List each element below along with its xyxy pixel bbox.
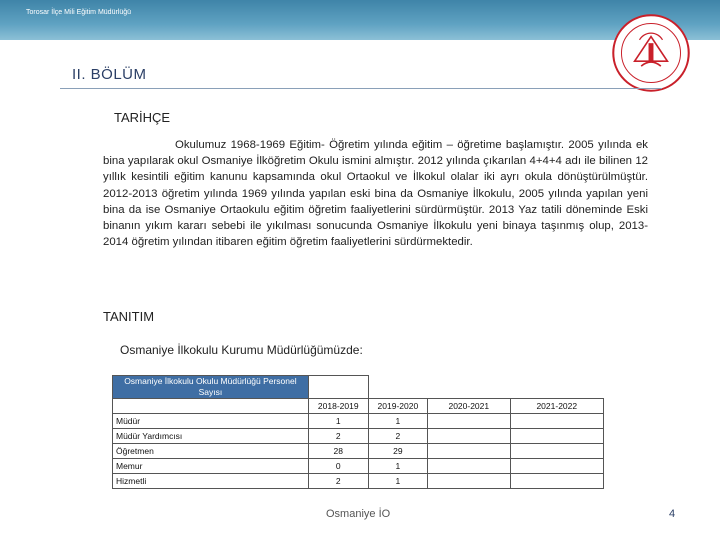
footer-school-name: Osmaniye İO xyxy=(326,508,391,520)
section-title: II. BÖLÜM xyxy=(72,66,147,83)
school-intro-line: Osmaniye İlkokulu Kurumu Müdürlüğümüzde: xyxy=(120,343,363,357)
value-cell: 0 xyxy=(308,459,368,474)
value-cell xyxy=(428,444,511,459)
value-cell xyxy=(510,414,603,429)
value-cell: 29 xyxy=(368,444,427,459)
page-number: 4 xyxy=(669,508,676,520)
table-title-cell: Osmaniye İlkokulu Okulu Müdürlüğü Personel Sayısı xyxy=(113,376,309,399)
staff-table xyxy=(112,375,604,489)
value-cell xyxy=(510,429,603,444)
table-row xyxy=(113,444,604,459)
table-blank-cell xyxy=(308,376,368,399)
value-cell xyxy=(428,474,511,489)
value-cell: 1 xyxy=(308,414,368,429)
value-cell: 2 xyxy=(368,429,427,444)
year-header: 2018-2019 xyxy=(308,399,368,414)
value-cell xyxy=(510,474,603,489)
role-cell: Müdür xyxy=(113,414,309,429)
value-cell: 2 xyxy=(308,474,368,489)
history-paragraph: Okulumuz 1968-1969 Eğitim- Öğretim yılında eğitim – öğretime başlamıştır. 2005 yılında ek bina yapılarak okul Osmaniye İlköğretim Okulu ismini almıştır. 2012 yılında çıkarılan 4+4+4 adı ile bilinen 12 yıllık kesintili eğitim kanunu kapsamında okul Ortaokul ve İlkokul olalar iki ayrı okula dönüştürülmüştür. 2012-2013 öğretim yılında 1969 yılında yapılan eski bina da Osmaniye İlkokulu, 2005 yılında yapılan yeni bina da ise Osmaniye Ortaokulu eğitim öğretim faaliyetlerini sürdürmüştür. 2013 Yaz tatili döneminde Eski binanın yıkım kararı sebebi ile yıkılması sonucunda Osmaniye İlkokulu yeni binaya taşınmış olup, 2013-2014 öğretim yılından itibaren eğitim öğretim faaliyetlerini sürdürmektedir. xyxy=(103,139,648,249)
value-cell: 1 xyxy=(368,459,427,474)
value-cell xyxy=(428,459,511,474)
value-cell: 1 xyxy=(368,474,427,489)
table-row xyxy=(113,459,604,474)
role-cell: Hizmetli xyxy=(113,474,309,489)
year-header: 2019-2020 xyxy=(368,399,427,414)
value-cell xyxy=(428,414,511,429)
title-divider xyxy=(60,88,662,89)
table-blank-cell xyxy=(113,399,309,414)
role-cell: Öğretmen xyxy=(113,444,309,459)
ministry-logo-icon xyxy=(610,12,692,94)
year-header: 2021-2022 xyxy=(510,399,603,414)
year-header: 2020-2021 xyxy=(428,399,511,414)
table-row xyxy=(113,414,604,429)
table-row xyxy=(113,429,604,444)
value-cell xyxy=(510,444,603,459)
table-row xyxy=(113,474,604,489)
year-header-row xyxy=(113,399,604,414)
intro-heading: TANITIM xyxy=(103,309,155,324)
role-cell: Memur xyxy=(113,459,309,474)
value-cell xyxy=(510,459,603,474)
value-cell: 2 xyxy=(308,429,368,444)
history-heading: TARİHÇE xyxy=(114,110,171,125)
role-cell: Müdür Yardımcısı xyxy=(113,429,309,444)
value-cell: 1 xyxy=(368,414,427,429)
value-cell xyxy=(428,429,511,444)
value-cell: 28 xyxy=(308,444,368,459)
table-title-row xyxy=(113,376,604,399)
header-text: Torosar İlçe Mili Eğitim Müdürlüğü xyxy=(26,9,132,16)
